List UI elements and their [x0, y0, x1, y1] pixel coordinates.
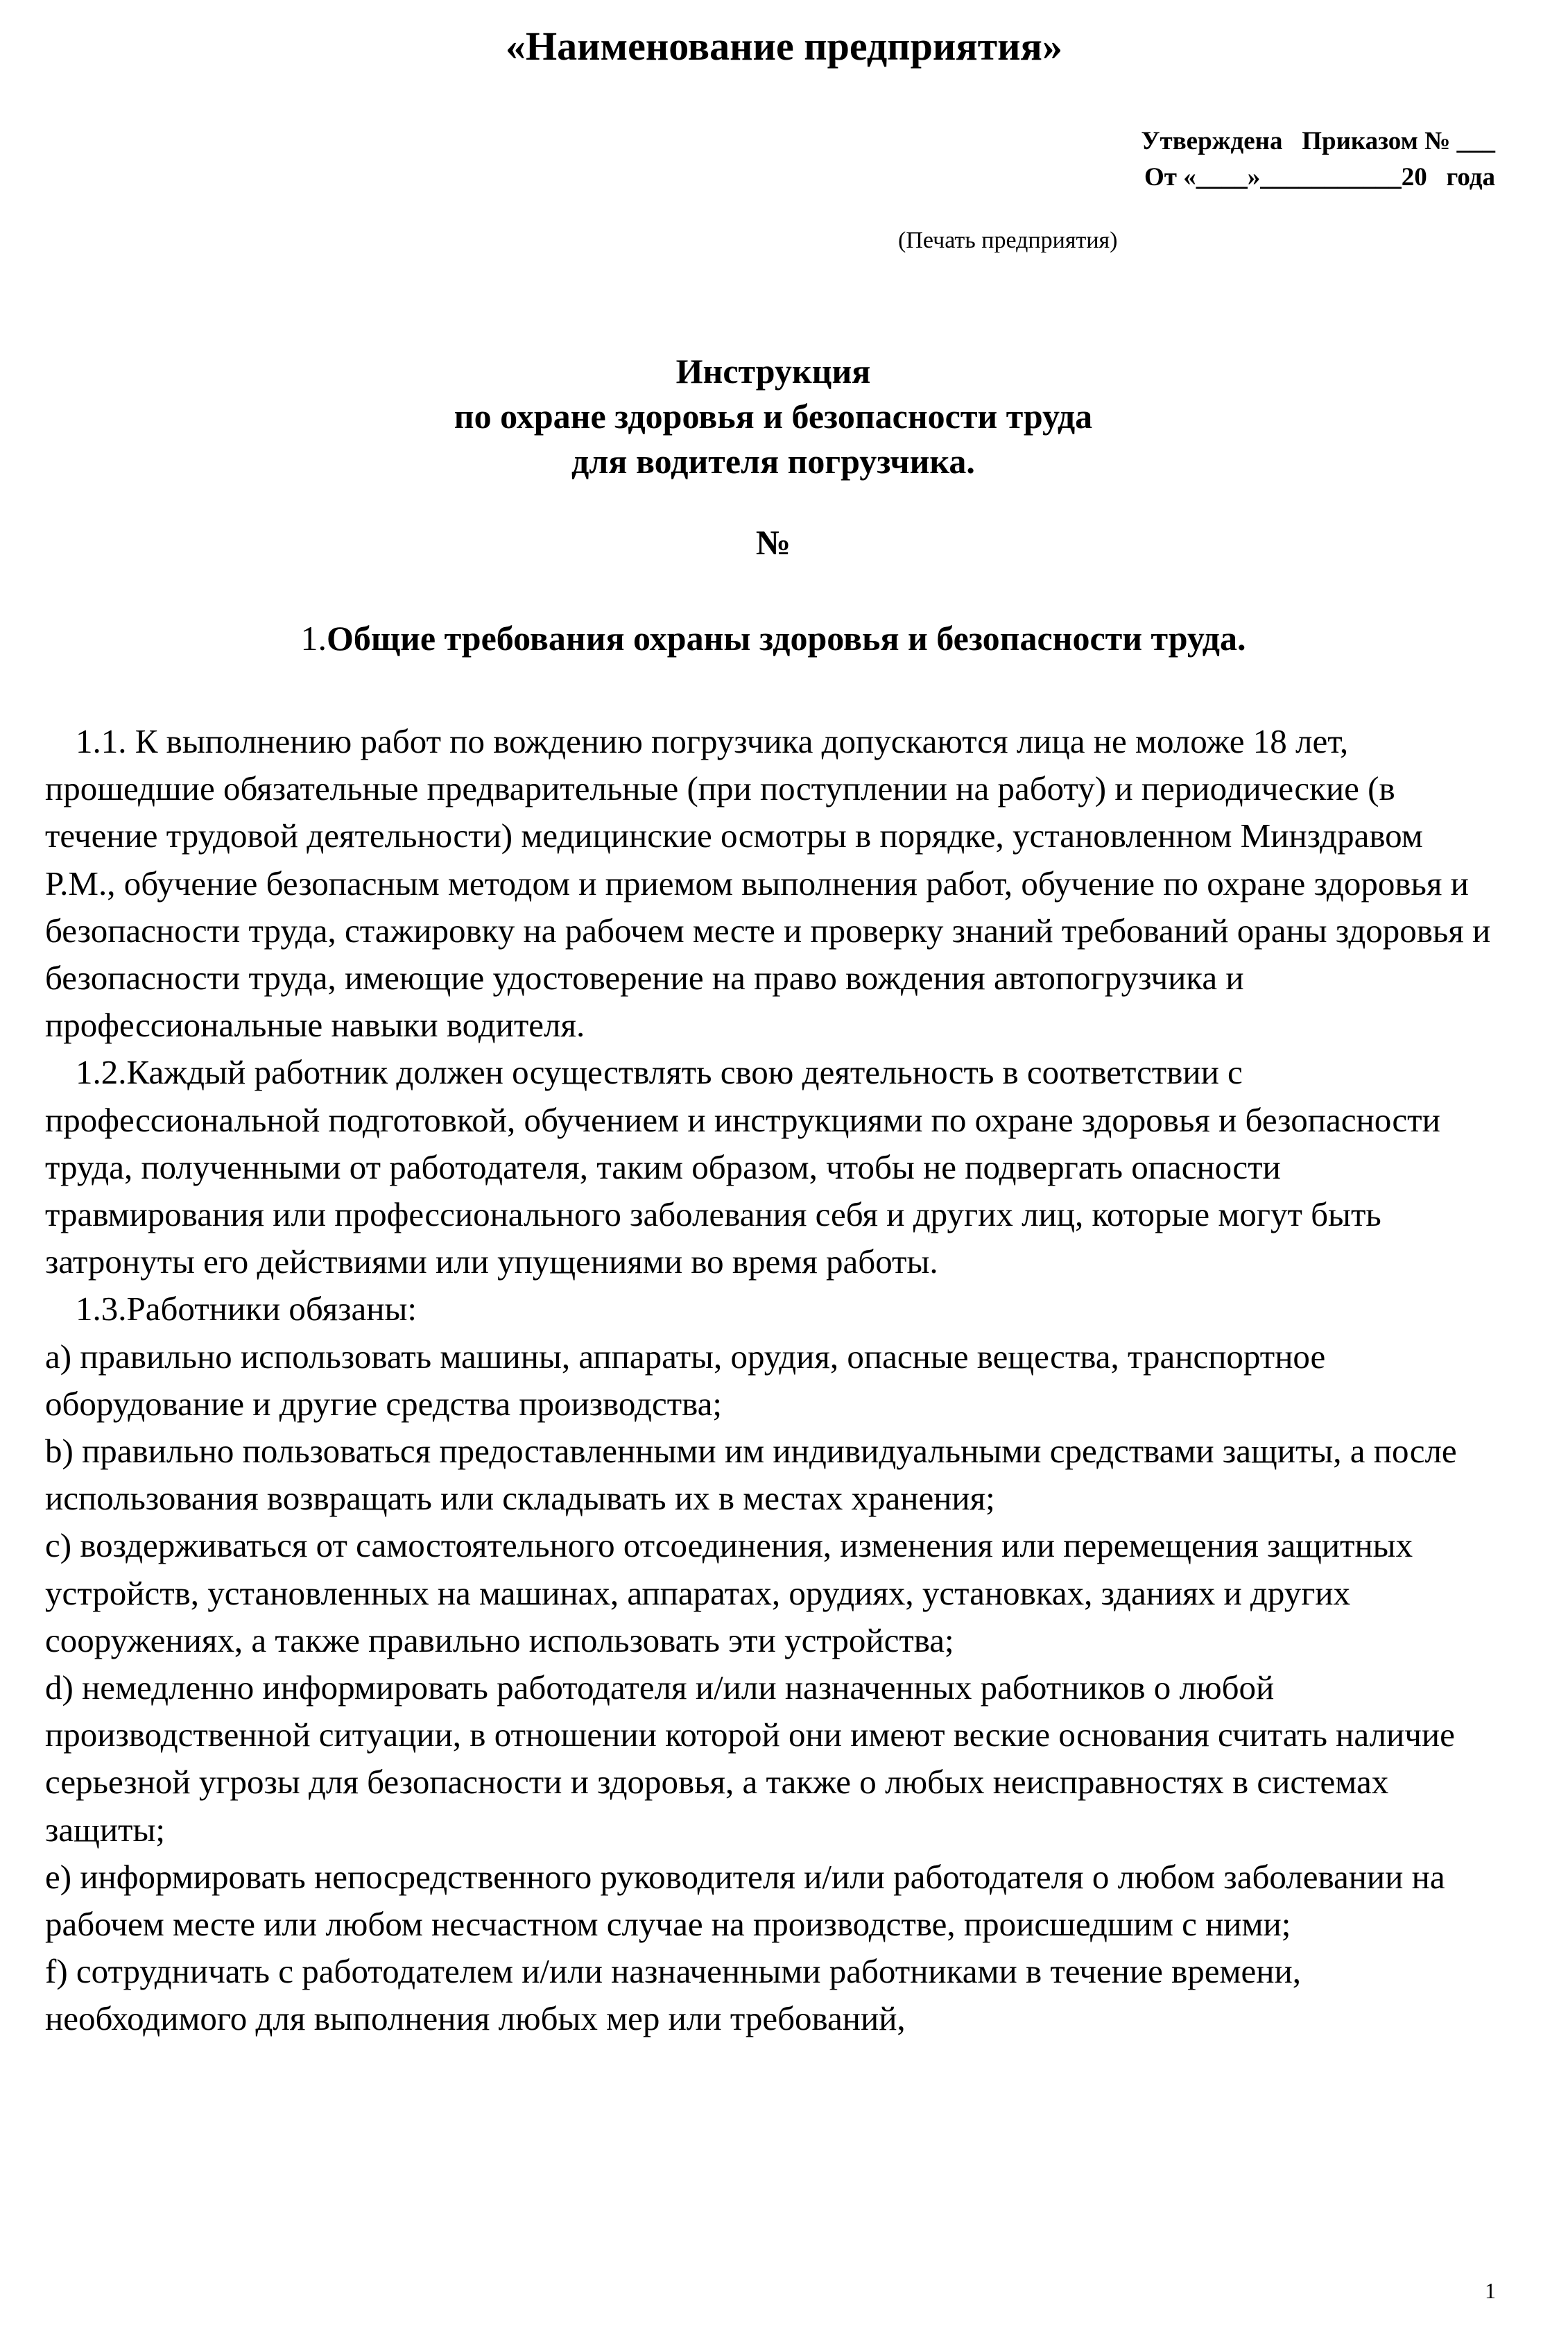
approval-date-line: От «____»___________20 года — [1144, 163, 1495, 191]
company-stamp-placeholder: (Печать предприятия) — [898, 228, 1118, 253]
paragraph-1-1: 1.1. К выполнению работ по вождению погрузчика допускаются лица не моложе 18 лет, прошедшие обязательные предварительные (при поступлении на работу) и периодические (в течение трудовой деятельности) медицинские осмотры в порядке, установленном Минздравом Р.М., обучение безопасным методом и приемом выполнения работ, обучение по охране здоровья и безопасности труда, стажировку на рабочем месте и проверку знаний требований ораны здоровья и безопасности труда, имеющие удостоверение на право вождения автопогрузчика и профессиональные навыки водителя. — [45, 722, 1491, 1045]
paragraph-1-3: 1.3.Работники обязаны: — [76, 1290, 417, 1328]
section-heading — [0, 616, 1547, 661]
list-item-d: d) немедленно информировать работодателя и/или назначенных работников о любой производственной ситуации, в отношении которой они имеют веские основания считать наличие серьезной угрозы для безопасности и здоровья, а также о любых неисправностях в системах защиты; — [45, 1668, 1455, 1849]
paragraph-1-2: 1.2.Каждый работник должен осуществлять свою деятельность в соответствии с профессиональной подготовкой, обучением и инструкциями по охране здоровья и безопасности труда, полученными от работодателя, таким образом, чтобы не подвергать опасности травмирования или профессионального заболевания себя и других лиц, которые могут быть затронуты его действиями или упущениями во время работы. — [45, 1053, 1440, 1281]
list-item-a: a) правильно использовать машины, аппараты, орудия, опасные вещества, транспортное оборудование и другие средства производства; — [45, 1337, 1326, 1423]
document-title-line2: по охране здоровья и безопасности труда — [454, 397, 1093, 436]
section-heading-number: 1. — [300, 619, 327, 658]
approval-order-line: Утверждена Приказом № ___ — [1141, 127, 1495, 155]
document-body — [45, 718, 1491, 2043]
company-name: «Наименование предприятия» — [506, 24, 1062, 69]
approval-block — [1141, 123, 1495, 196]
document-title-line3: для водителя погрузчика. — [571, 442, 975, 481]
list-item-f: f) сотрудничать с работодателем и/или назначенными работниками в течение времени, необходимого для выполнения любых мер или требований, — [45, 1952, 1301, 2038]
section-heading-text: Общие требования охраны здоровья и безопасности труда. — [327, 619, 1246, 658]
list-item-c: c) воздерживаться от самостоятельного отсоединения, изменения или перемещения защитных устройств, установленных на машинах, аппаратах, орудиях, установках, зданиях и других сооружениях, а также правильно использовать эти устройства; — [45, 1526, 1413, 1659]
document-title — [0, 349, 1547, 484]
list-item-e: e) информировать непосредственного руководителя и/или работодателя о любом заболевании на рабочем месте или любом несчастном случае на производстве, происшедшим с ними; — [45, 1857, 1445, 1944]
list-item-b: b) правильно пользоваться предоставленными им индивидуальными средствами защиты, а после использования возвращать или складывать их в местах хранения; — [45, 1432, 1457, 1518]
document-title-line1: Инструкция — [675, 352, 871, 391]
page-number: 1 — [1485, 2278, 1496, 2303]
document-number: № — [755, 523, 791, 562]
